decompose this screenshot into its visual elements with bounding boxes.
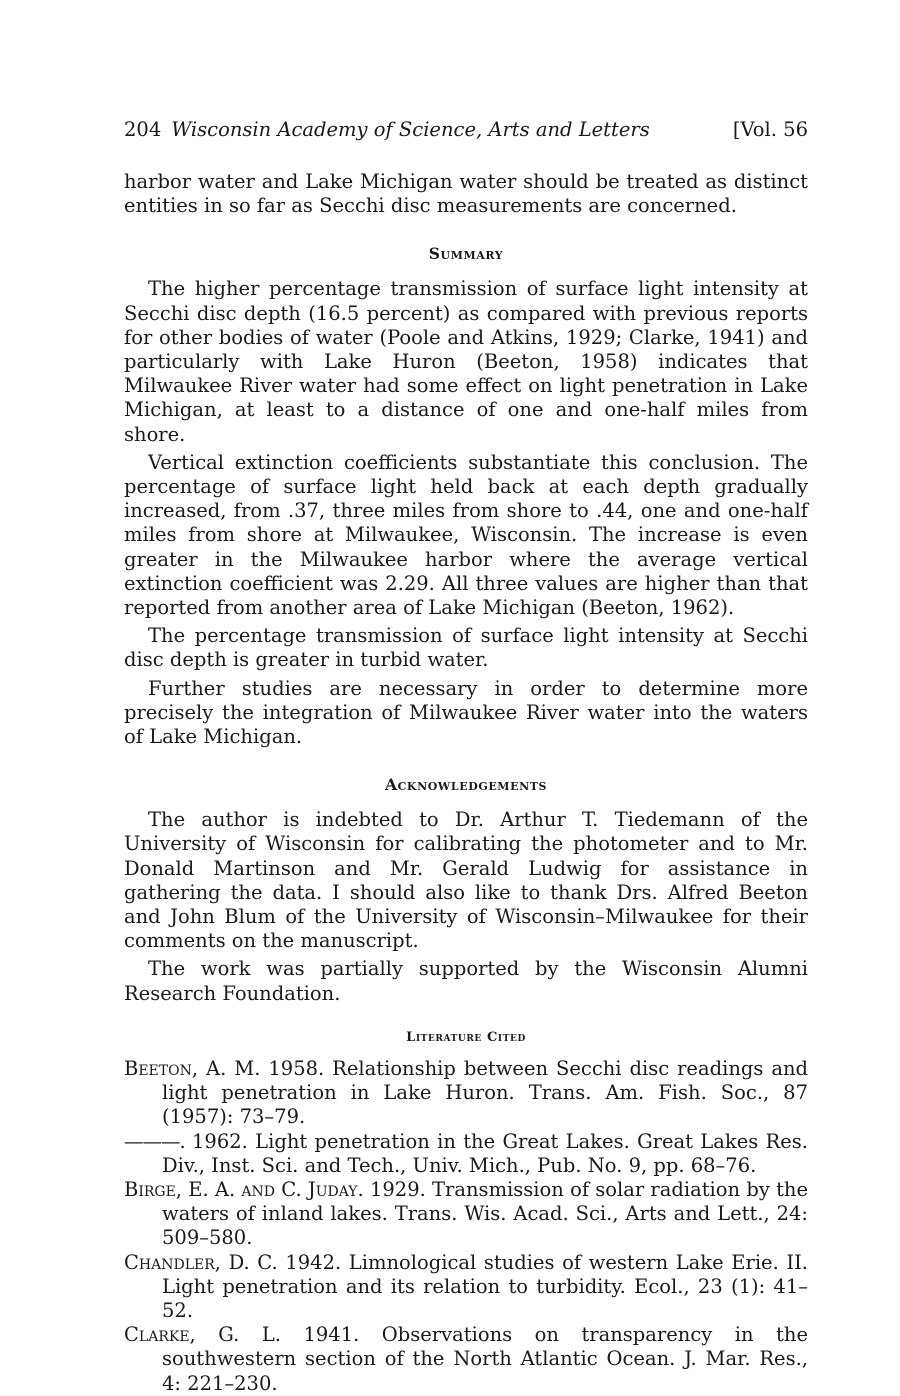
reference-author: Clarke, G. L. <box>124 1323 281 1347</box>
intro-paragraph: harbor water and Lake Michigan water should be treated as distinct entities in so far as Secchi disc measurements are concerned. <box>124 170 808 218</box>
running-head-left <box>124 118 660 141</box>
volume-label: [Vol. 56 <box>732 118 808 141</box>
reference-text: 1941. Observations on transparency in the southwestern section of the North Atlantic Ocean. J. Mar. Res., 4: 221–230. <box>162 1323 808 1395</box>
page-body <box>124 118 808 1396</box>
summary-paragraph: The higher percentage transmission of surface light intensity at Secchi disc depth (16.5 percent) as compared with previous reports for other bodies of water (Poole and Atkins, 1929; Clarke, 1941) and particularly with Lake Huron (Beeton, 1958) indicates that Milwaukee River water had some effect on light penetration in Lake Michigan, at least to a distance of one and one-half miles from shore. <box>124 277 808 446</box>
page-number: 204 <box>124 118 162 141</box>
reference-text: 1942. Limnological studies of western Lake Erie. II. Light penetration and its relation to turbidity. Ecol., 23 (1): 41–52. <box>162 1250 808 1322</box>
reference-author: Beeton, A. M. <box>124 1056 261 1080</box>
literature-cited-heading: Literature Cited <box>406 1029 526 1045</box>
summary-heading: Summary <box>428 244 504 264</box>
acknowledgements-heading: Acknowledgements <box>384 775 548 795</box>
reference-item <box>124 1130 808 1178</box>
reference-text: 1929. Transmission of solar radiation by the waters of inland lakes. Trans. Wis. Acad. Sci., Arts and Lett., 24: 509–580. <box>162 1177 809 1250</box>
reference-author: ———. <box>124 1129 185 1153</box>
reference-item <box>124 1323 808 1396</box>
reference-text: 1962. Light penetration in the Great Lakes. Great Lakes Res. Div., Inst. Sci. and Tech., Univ. Mich., Pub. No. 9, pp. 68–76. <box>162 1129 808 1177</box>
reference-item <box>124 1057 808 1130</box>
reference-item <box>124 1251 808 1324</box>
summary-paragraph: Vertical extinction coefficients substantiate this conclusion. The percentage of surface light held back at each depth gradually increased, from .37, three miles from shore to .44, one and one-half miles from shore at Milwaukee, Wisconsin. The increase is even greater in the Milwaukee harbor where the average vertical extinction coefficient was 2.29. All three values are higher than that reported from another area of Lake Michigan (Beeton, 1962). <box>124 450 808 620</box>
acknowledgements-paragraph: The author is indebted to Dr. Arthur T. Tiedemann of the University of Wisconsin for calibrating the photometer and to Mr. Donald Martinson and Mr. Gerald Ludwig for assistance in gathering the data. I should also like to thank Drs. Alfred Beeton and John Blum of the University of Wisconsin–Milwaukee for their comments on the manuscript. <box>124 808 808 953</box>
running-head <box>124 118 808 144</box>
reference-author: Chandler, D. C. <box>124 1250 278 1274</box>
journal-title: Wisconsin Academy of Science, Arts and Letters <box>171 118 650 141</box>
reference-item <box>124 1178 808 1251</box>
acknowledgements-paragraph: The work was partially supported by the Wisconsin Alumni Research Foundation. <box>124 957 808 1005</box>
reference-list <box>124 1057 808 1396</box>
summary-paragraph: Further studies are necessary in order to determine more precisely the integration of Milwaukee River water into the waters of Lake Michigan. <box>124 676 808 749</box>
reference-text: 1958. Relationship between Secchi disc readings and light penetration in Lake Huron. Trans. Am. Fish. Soc., 87 (1957): 73–79. <box>162 1056 808 1129</box>
reference-author: Birge, E. A. and C. Juday. <box>124 1177 364 1201</box>
summary-paragraph: The percentage transmission of surface light intensity at Secchi disc depth is greater in turbid water. <box>124 624 808 672</box>
